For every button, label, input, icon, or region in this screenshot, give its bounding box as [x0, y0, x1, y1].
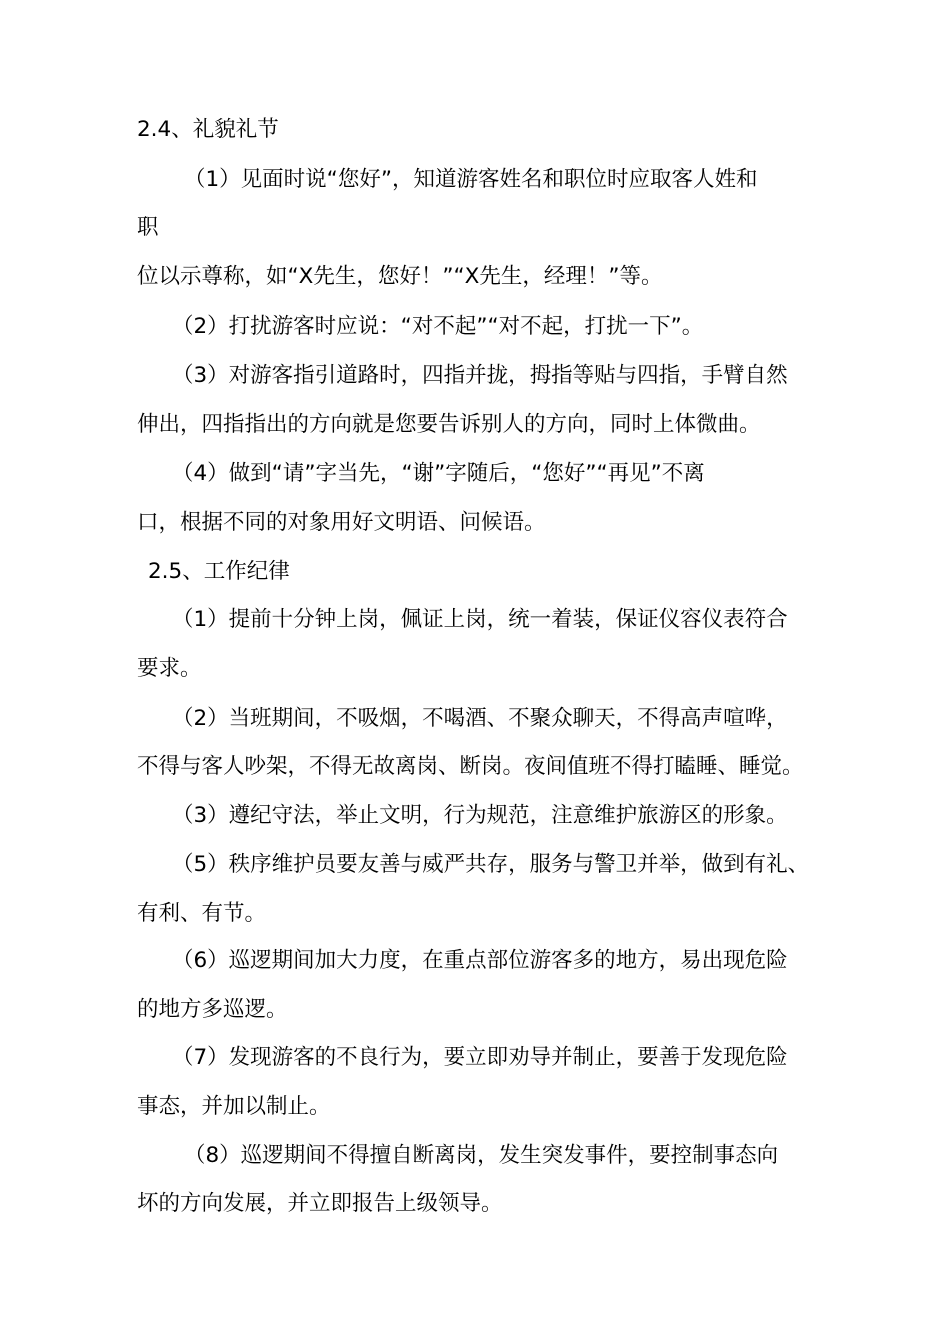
- paragraph-line: 事态，并加以制止。: [137, 1094, 331, 1119]
- paragraph-line: （5）秩序维护员要友善与威严共存，服务与警卫并举，做到有礼、: [172, 852, 810, 877]
- paragraph-line: （2）当班期间，不吸烟，不喝酒、不聚众聊天，不得高声喧哗，: [172, 706, 788, 731]
- paragraph-line: 位以示尊称，如“X先生，您好！”“X先生，经理！”等。: [137, 264, 663, 289]
- paragraph-line: 的地方多巡逻。: [137, 997, 288, 1022]
- paragraph-line: （1）提前十分钟上岗，佩证上岗，统一着装，保证仪容仪表符合: [172, 607, 788, 632]
- paragraph-line: （6）巡逻期间加大力度，在重点部位游客多的地方，易出现危险: [172, 948, 788, 973]
- section-heading-2-4: 2.4、礼貌礼节: [137, 117, 279, 142]
- paragraph-line: 不得与客人吵架，不得无故离岗、断岗。夜间值班不得打瞌睡、睡觉。: [137, 754, 804, 779]
- paragraph-line: （1）见面时说“您好”，知道游客姓名和职位时应取客人姓和: [184, 167, 758, 192]
- paragraph-line: 职: [137, 215, 159, 240]
- section-heading-2-5: 2.5、工作纪律: [148, 559, 290, 584]
- paragraph-line: 要求。: [137, 656, 202, 681]
- paragraph-line: 有利、有节。: [137, 901, 267, 926]
- paragraph-line: （3）对游客指引道路时，四指并拢，拇指等贴与四指，手臂自然: [172, 363, 788, 388]
- paragraph-line: 坏的方向发展，并立即报告上级领导。: [137, 1191, 503, 1216]
- paragraph-line: （3）遵纪守法，举止文明，行为规范，注意维护旅游区的形象。: [172, 803, 788, 828]
- paragraph-line: 口，根据不同的对象用好文明语、问候语。: [137, 510, 546, 535]
- paragraph-line: （7）发现游客的不良行为，要立即劝导并制止，要善于发现危险: [172, 1045, 788, 1070]
- paragraph-line: （4）做到“请”字当先，“谢”字随后，“您好”“再见”不离: [172, 461, 705, 486]
- paragraph-line: （8）巡逻期间不得擅自断离岗，发生突发事件，要控制事态向: [184, 1143, 779, 1168]
- paragraph-line: 伸出，四指指出的方向就是您要告诉别人的方向，同时上体微曲。: [137, 412, 761, 437]
- paragraph-line: （2）打扰游客时应说：“对不起”“对不起，打扰一下”。: [172, 314, 704, 339]
